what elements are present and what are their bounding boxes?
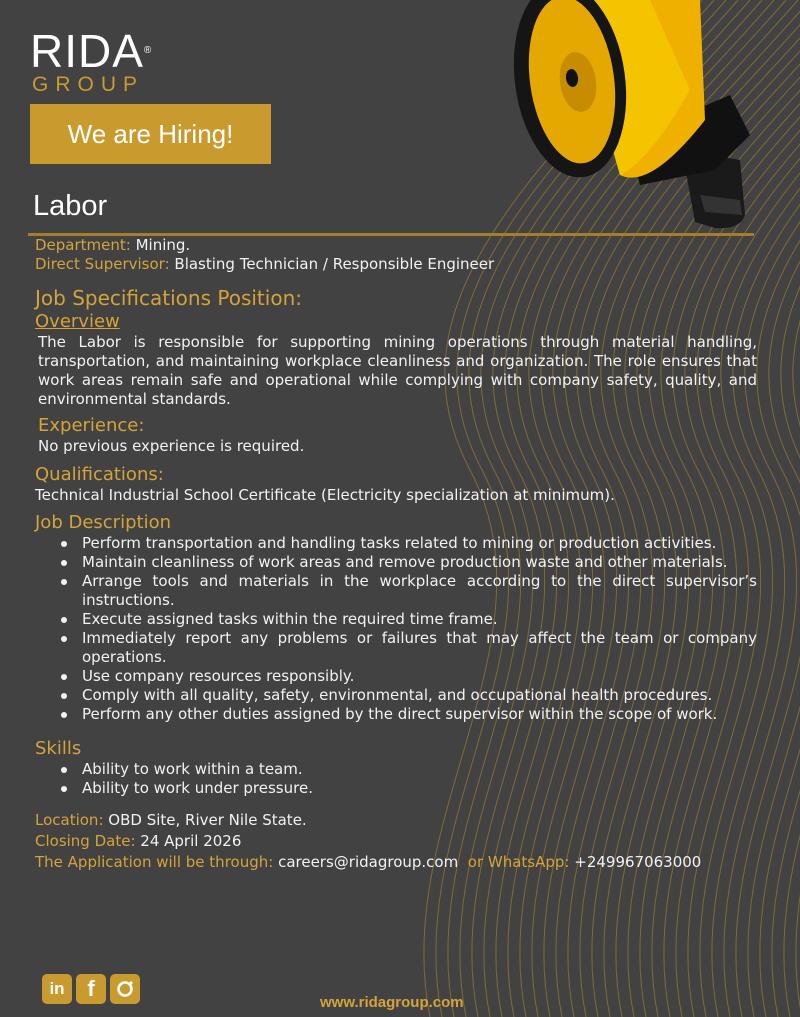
list-item: Maintain cleanliness of work areas and remove production waste and other materials. <box>35 553 757 572</box>
megaphone-icon <box>500 0 770 240</box>
qualifications-text: Technical Industrial School Certificate (Electricity specialization at minimum). <box>35 486 615 504</box>
job-description-list <box>35 534 757 724</box>
website-link[interactable]: www.ridagroup.com <box>320 994 464 1011</box>
rida-group-logo <box>30 25 153 96</box>
closing-date-value: 24 April 2026 <box>140 832 242 850</box>
linkedin-icon[interactable]: in <box>42 974 72 1004</box>
closing-date-line <box>35 832 757 851</box>
list-item: Comply with all quality, safety, environmental, and occupational health procedures. <box>35 686 757 705</box>
department-label: Department: <box>35 236 131 254</box>
list-item: Perform any other duties assigned by the direct supervisor within the scope of work. <box>35 705 757 724</box>
department-value: Mining. <box>135 236 191 254</box>
instagram-icon[interactable] <box>110 974 140 1004</box>
location-value: OBD Site, River Nile State. <box>108 811 307 829</box>
hiring-banner <box>30 104 271 164</box>
department-line <box>35 236 757 255</box>
supervisor-line <box>35 255 757 274</box>
experience-text: No previous experience is required. <box>38 437 305 455</box>
location-label: Location: <box>35 811 104 829</box>
logo-wordmark: RIDA <box>30 25 144 77</box>
registered-mark: ® <box>143 45 153 56</box>
application-line <box>35 853 757 872</box>
hiring-banner-text: We are Hiring! <box>67 118 234 149</box>
logo-group-text: GROUP <box>32 73 145 96</box>
location-line <box>35 811 757 830</box>
job-details <box>35 236 757 872</box>
list-item: Ability to work under pressure. <box>35 779 757 798</box>
whatsapp-number[interactable]: +249967063000 <box>574 853 702 871</box>
job-description-heading: Job Description <box>35 512 171 533</box>
social-icons <box>42 974 140 1004</box>
skills-heading: Skills <box>35 738 82 759</box>
list-item: Immediately report any problems or failures that may affect the team or company operations. <box>35 629 757 667</box>
list-item: Execute assigned tasks within the required time frame. <box>35 610 757 629</box>
skills-list <box>35 760 757 798</box>
whatsapp-label: or WhatsApp: <box>467 853 570 871</box>
application-label: The Application will be through: <box>35 853 274 871</box>
supervisor-value: Blasting Technician / Responsible Engineer <box>174 255 495 273</box>
application-email[interactable]: careers@ridagroup.com <box>278 853 459 871</box>
list-item: Arrange tools and materials in the workplace according to the direct supervisor’s instructions. <box>35 572 757 610</box>
list-item: Ability to work within a team. <box>35 760 757 779</box>
supervisor-label: Direct Supervisor: <box>35 255 170 273</box>
qualifications-heading: Qualifications: <box>35 464 164 485</box>
experience-heading: Experience: <box>38 415 145 436</box>
job-title: Labor <box>33 190 108 222</box>
specs-heading: Job Specifications Position: <box>35 286 302 310</box>
list-item: Use company resources responsibly. <box>35 667 757 686</box>
list-item: Perform transportation and handling tasks related to mining or production activities. <box>35 534 757 553</box>
overview-text: The Labor is responsible for supporting mining operations through material handling, transportation, and maintaining workplace cleanliness and organization. The role ensures that work areas remain safe and operational while complying with company safety, quality, and environmental standards. <box>38 333 757 408</box>
overview-heading: Overview <box>35 311 120 332</box>
closing-date-label: Closing Date: <box>35 832 136 850</box>
facebook-icon[interactable]: f <box>76 974 106 1004</box>
